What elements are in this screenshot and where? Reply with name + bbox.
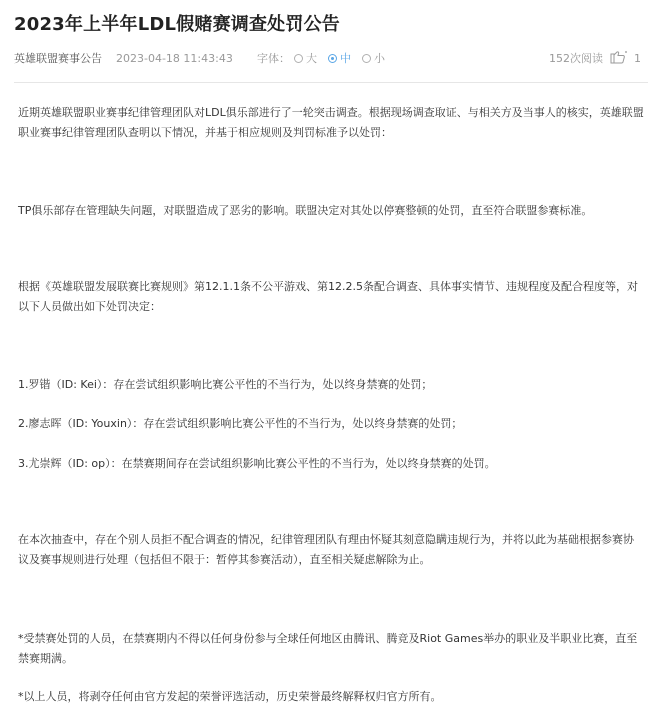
paragraph-non-cooperation: 在本次抽查中，存在个别人员拒不配合调查的情况，纪律管理团队有理由怀疑其刻意隐瞒违规行为，并将以此为基础根据参赛协议及赛事规则进行处理（包括但不限于：暂停其参赛活动），直至相关疑虑解除为止。 <box>18 533 634 566</box>
font-size-label: 字体： <box>257 52 290 65</box>
note-ban-scope: *受禁赛处罚的人员，在禁赛期内不得以任何身份参与全球任何地区由腾讯、腾竞及Riot Games举办的职业及半职业比赛，直至禁赛期满。 <box>18 632 638 665</box>
font-size-medium-option[interactable] <box>328 51 351 67</box>
font-size-large-label: 大 <box>306 52 317 65</box>
like-icon <box>610 51 628 65</box>
header-divider <box>14 82 648 83</box>
radio-checked-icon <box>328 54 337 63</box>
font-size-medium-label: 中 <box>340 52 351 65</box>
penalty-item-1: 1.罗锴（ID: Kei）：存在尝试组织影响比赛公平性的不当行为，处以终身禁赛的处罚； <box>18 378 433 391</box>
note-honors: *以上人员，将剥夺任何由官方发起的荣誉评选活动，历史荣誉最终解释权归官方所有。 <box>18 690 442 703</box>
paragraph-intro: 近期英雄联盟职业赛事纪律管理团队对LDL俱乐部进行了一轮突击调查。根据现场调查取证、与相关方及当事人的核实，英雄联盟职业赛事纪律管理团队查明以下情况，并基于相应规则及判罚标准予以处罚： <box>18 106 644 139</box>
view-count: 152次阅读 <box>549 52 603 65</box>
radio-unchecked-icon <box>294 54 303 63</box>
penalty-item-3: 3.尤崇辉（ID: op）：在禁赛期间存在尝试组织影响比赛公平性的不当行为，处以终身禁赛的处罚。 <box>18 457 496 470</box>
paragraph-rules-basis: 根据《英雄联盟发展联赛比赛规则》第12.1.1条不公平游戏、第12.2.5条配合调查、具体事实情节、违规程度及配合程度等，对以下人员做出如下处罚决定： <box>18 280 638 313</box>
font-size-large-option[interactable] <box>294 51 317 67</box>
article-meta <box>14 51 648 67</box>
page-title: 2023年上半年LDL假赌赛调查处罚公告 <box>14 14 340 35</box>
paragraph-club-penalty: TP俱乐部存在管理缺失问题，对联盟造成了恶劣的影响。联盟决定对其处以停赛整顿的处罚，直至符合联盟参赛标准。 <box>18 204 593 217</box>
radio-unchecked-icon <box>362 54 371 63</box>
publish-date: 2023-04-18 11:43:43 <box>116 52 233 65</box>
font-size-small-option[interactable] <box>362 51 385 67</box>
like-count: 1 <box>634 52 641 65</box>
penalty-item-2: 2.廖志晖（ID: Youxin）：存在尝试组织影响比赛公平性的不当行为，处以终身禁赛的处罚； <box>18 417 463 430</box>
font-size-small-label: 小 <box>374 52 385 65</box>
source-label: 英雄联盟赛事公告 <box>14 52 102 65</box>
like-button[interactable] <box>610 51 641 67</box>
